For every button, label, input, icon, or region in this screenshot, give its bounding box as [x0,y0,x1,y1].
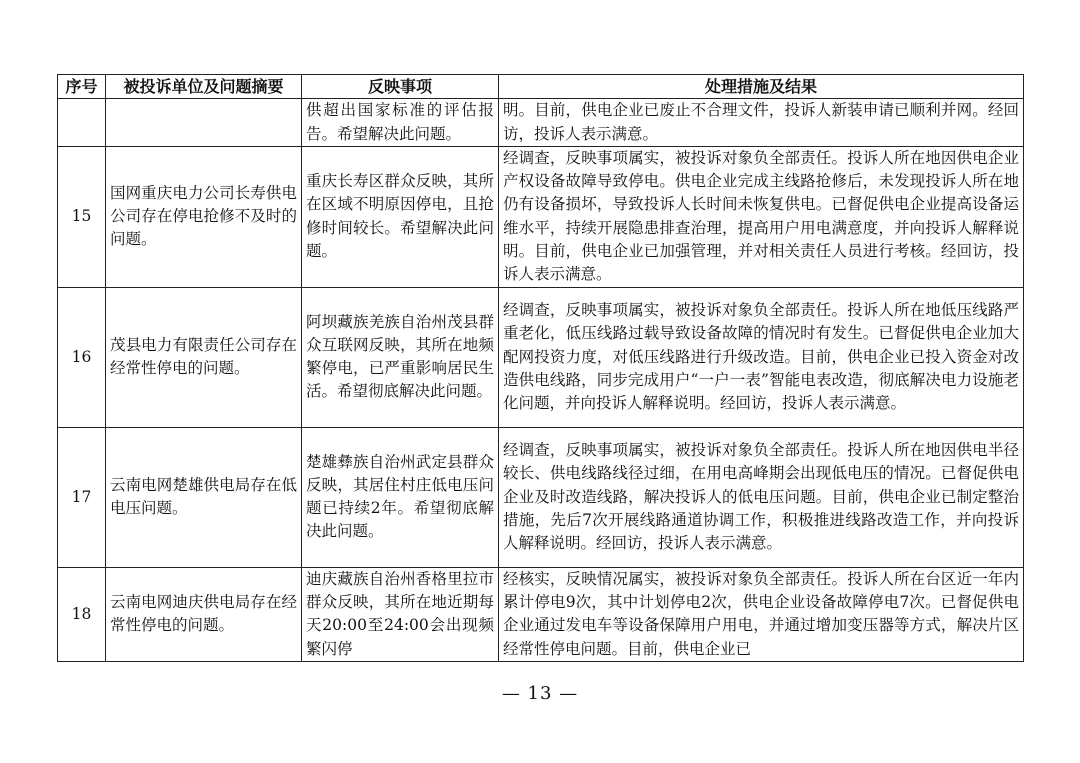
table-header-row [58,75,1024,99]
header-unit: 被投诉单位及问题摘要 [106,75,302,99]
row-issue: 供超出国家标准的评估报告。希望解决此问题。 [302,99,499,147]
header-result: 处理措施及结果 [499,75,1024,99]
row-result: 经调查，反映事项属实，被投诉对象负全部责任。投诉人所在地因供电半径较长、供电线路线径过细，在用电高峰期会出现低电压的情况。已督促供电企业及时改造线路，解决投诉人的低电压问题。目前，供电企业已制定整治措施，先后7次开展线路通道协调工作，积极推进线路改造工作，并向投诉人解释说明。经回访，投诉人表示满意。 [499,427,1024,567]
table-row [58,146,1024,287]
row-number: 15 [58,146,106,287]
row-unit: 云南电网楚雄供电局存在低电压问题。 [106,427,302,567]
row-unit: 云南电网迪庆供电局存在经常性停电的问题。 [106,567,302,661]
row-issue: 重庆长寿区群众反映，其所在区域不明原因停电，且抢修时间较长。希望解决此问题。 [302,146,499,287]
row-issue: 楚雄彝族自治州武定县群众反映，其居住村庄低电压问题已持续2年。希望彻底解决此问题。 [302,427,499,567]
table-row [58,427,1024,567]
table-row [58,99,1024,147]
row-result: 明。目前，供电企业已废止不合理文件，投诉人新装申请已顺利并网。经回访，投诉人表示满意。 [499,99,1024,147]
header-issue: 反映事项 [302,75,499,99]
header-no: 序号 [58,75,106,99]
row-number [58,99,106,147]
row-result: 经核实，反映情况属实，被投诉对象负全部责任。投诉人所在台区近一年内累计停电9次，其中计划停电2次，供电企业设备故障停电7次。已督促供电企业通过发电车等设备保障用户用电，并通过增加变压器等方式，解决片区经常性停电问题。目前，供电企业已 [499,567,1024,661]
table-row [58,287,1024,427]
page-number: — 13 — [501,683,579,704]
row-result: 经调查，反映事项属实，被投诉对象负全部责任。投诉人所在地低压线路严重老化，低压线路过载导致设备故障的情况时有发生。已督促供电企业加大配网投资力度，对低压线路进行升级改造。目前，供电企业已投入资金对改造供电线路，同步完成用户“一户一表”智能电表改造，彻底解决电力设施老化问题，并向投诉人解释说明。经回访，投诉人表示满意。 [499,287,1024,427]
row-unit: 茂县电力有限责任公司存在经常性停电的问题。 [106,287,302,427]
table-row [58,567,1024,661]
row-issue: 迪庆藏族自治州香格里拉市群众反映，其所在地近期每天20:00至24:00会出现频繁闪停 [302,567,499,661]
row-result: 经调查，反映事项属实，被投诉对象负全部责任。投诉人所在地因供电企业产权设备故障导致停电。供电企业完成主线路抢修后，未发现投诉人所在地仍有设备损坏，导致投诉人长时间未恢复供电。已督促供电企业提高设备运维水平，持续开展隐患排查治理，提高用户用电满意度，并向投诉人解释说明。目前，供电企业已加强管理，并对相关责任人员进行考核。经回访，投诉人表示满意。 [499,146,1024,287]
row-unit: 国网重庆电力公司长寿供电公司存在停电抢修不及时的问题。 [106,146,302,287]
row-number: 17 [58,427,106,567]
row-unit [106,99,302,147]
row-number: 18 [58,567,106,661]
row-number: 16 [58,287,106,427]
row-issue: 阿坝藏族羌族自治州茂县群众互联网反映，其所在地频繁停电，已严重影响居民生活。希望彻底解决此问题。 [302,287,499,427]
complaints-table [57,74,1024,662]
